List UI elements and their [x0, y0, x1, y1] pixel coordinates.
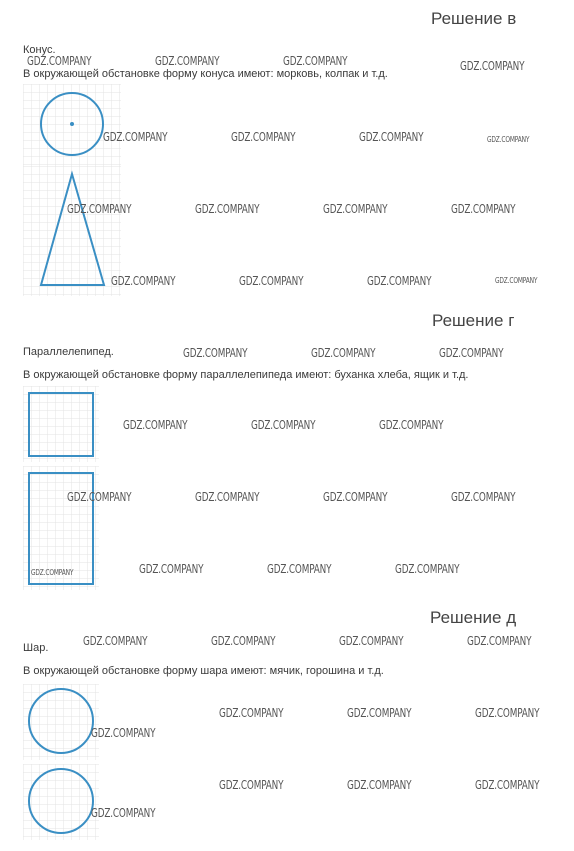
shape-name-cone: Конус.: [23, 44, 56, 56]
watermark: GDZ.COMPANY: [475, 778, 540, 792]
description-parallelepiped: В окружающей обстановке форму параллелепипеда имеют: буханка хлеба, ящик и т.д.: [23, 369, 469, 381]
watermark: GDZ.COMPANY: [495, 276, 538, 285]
watermark: GDZ.COMPANY: [451, 490, 516, 504]
cone-apex-dot: [70, 122, 74, 126]
watermark: GDZ.COMPANY: [323, 202, 388, 216]
watermark: GDZ.COMPANY: [31, 568, 74, 577]
watermark: GDZ.COMPANY: [211, 634, 276, 648]
section-heading-g: Решение г: [432, 311, 515, 330]
watermark: GDZ.COMPANY: [155, 54, 220, 68]
watermark: GDZ.COMPANY: [195, 202, 260, 216]
watermark: GDZ.COMPANY: [439, 346, 504, 360]
watermark: GDZ.COMPANY: [267, 562, 332, 576]
watermark: GDZ.COMPANY: [347, 706, 412, 720]
watermark: GDZ.COMPANY: [239, 274, 304, 288]
watermark: GDZ.COMPANY: [323, 490, 388, 504]
description-cone: В окружающей обстановке форму конуса имеют: морковь, колпак и т.д.: [23, 68, 388, 80]
watermark: GDZ.COMPANY: [139, 562, 204, 576]
shape-name-sphere: Шар.: [23, 642, 49, 654]
watermark: GDZ.COMPANY: [347, 778, 412, 792]
watermark: GDZ.COMPANY: [283, 54, 348, 68]
watermark: GDZ.COMPANY: [123, 418, 188, 432]
watermark: GDZ.COMPANY: [395, 562, 460, 576]
watermark: GDZ.COMPANY: [219, 778, 284, 792]
watermark: GDZ.COMPANY: [339, 634, 404, 648]
watermark: GDZ.COMPANY: [103, 130, 168, 144]
watermark: GDZ.COMPANY: [183, 346, 248, 360]
watermark: GDZ.COMPANY: [27, 54, 92, 68]
grid-background: [23, 764, 99, 840]
watermark: GDZ.COMPANY: [91, 806, 156, 820]
watermark: GDZ.COMPANY: [467, 634, 532, 648]
grid-background: [23, 166, 121, 296]
watermark: GDZ.COMPANY: [367, 274, 432, 288]
cone-top-view-figure: [23, 84, 121, 168]
watermark: GDZ.COMPANY: [460, 59, 525, 73]
watermark: GDZ.COMPANY: [67, 490, 132, 504]
sphere-view-1-figure: [23, 684, 99, 760]
shape-name-parallelepiped: Параллелепипед.: [23, 346, 114, 358]
parallelepiped-top-view-figure: [23, 386, 99, 462]
watermark: GDZ.COMPANY: [451, 202, 516, 216]
watermark: GDZ.COMPANY: [379, 418, 444, 432]
description-sphere: В окружающей обстановке форму шара имеют: мячик, горошина и т.д.: [23, 665, 384, 677]
watermark: GDZ.COMPANY: [67, 202, 132, 216]
watermark: GDZ.COMPANY: [219, 706, 284, 720]
watermark: GDZ.COMPANY: [251, 418, 316, 432]
watermark: GDZ.COMPANY: [231, 130, 296, 144]
watermark: GDZ.COMPANY: [475, 706, 540, 720]
watermark: GDZ.COMPANY: [359, 130, 424, 144]
watermark: GDZ.COMPANY: [111, 274, 176, 288]
watermark: GDZ.COMPANY: [91, 726, 156, 740]
section-heading-v: Решение в: [431, 9, 517, 28]
watermark: GDZ.COMPANY: [195, 490, 260, 504]
watermark: GDZ.COMPANY: [487, 135, 530, 144]
cone-front-view-figure: [23, 166, 121, 296]
watermark: GDZ.COMPANY: [83, 634, 148, 648]
section-heading-d: Решение д: [430, 608, 517, 627]
watermark: GDZ.COMPANY: [311, 346, 376, 360]
grid-background: [23, 684, 99, 760]
grid-background: [23, 386, 99, 462]
sphere-view-2-figure: [23, 764, 99, 840]
